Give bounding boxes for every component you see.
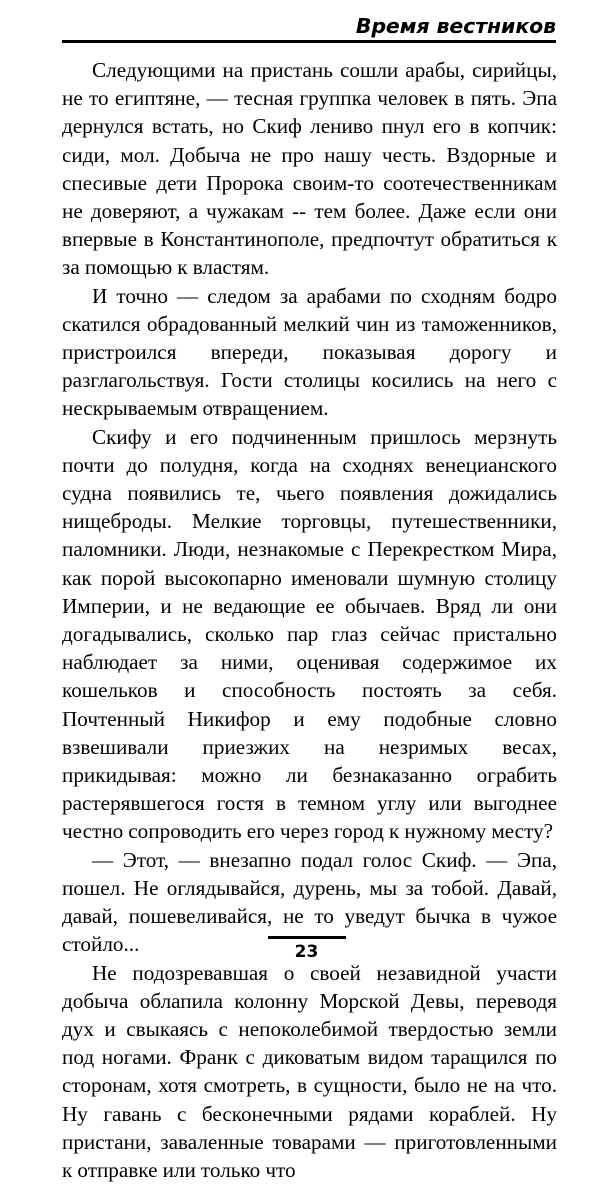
page-number: 23: [0, 942, 613, 963]
running-title: Время вестников: [62, 14, 556, 38]
header-divider: [62, 40, 556, 43]
page-footer: [0, 936, 613, 963]
paragraph: — Этот, — внезапно подал голос Скиф. — Эпа, пошел. Не оглядывайся, дурень, мы за тобой. Давай, давай, пошевеливайся, не то уведут бычка в чужое стойло...: [62, 846, 557, 959]
footer-divider: [268, 936, 346, 939]
body-text-column: [62, 56, 557, 1184]
paragraph: И точно — следом за арабами по сходням бодро скатился обрадованный мелкий чин из таможенников, пристроился впереди, показывая дорогу и разглагольствуя. Гости столицы косились на него с нескрываемым отвращением.: [62, 282, 557, 423]
paragraph: Не подозревавшая о своей незавидной участи добыча облапила колонну Морской Девы, переводя дух и свыкаясь с непоколебимой твердостью земли под ногами. Франк с диковатым видом таращился по сторонам, хотя смотреть, в сущности, было не на что. Ну гавань с бесконечными рядами кораблей. Ну пристани, заваленные товарами — приготовленными к отправке или только что: [62, 959, 557, 1184]
page-header: [62, 14, 556, 43]
paragraph: Следующими на пристань сошли арабы, сирийцы, не то египтяне, — тесная группка человек в пять. Эпа дернулся встать, но Скиф лениво пнул его в копчик: сиди, мол. Добыча не про нашу честь. Вздорные и спесивые дети Пророка своим-то соотечественникам не доверяют, а чужакам -- тем более. Даже если они впервые в Константинополе, предпочтут обратиться к за помощью к властям.: [62, 56, 557, 282]
paragraph: Скифу и его подчиненным пришлось мерзнуть почти до полудня, когда на сходнях венецианского судна появились те, чьего появления дожидались нищеброды. Мелкие торговцы, путешественники, паломники. Люди, незнакомые с Перекрестком Мира, как порой высокопарно именовали шумную столицу Империи, и не ведающие ее обычаев. Вряд ли они догадывались, сколько пар глаз сейчас пристально наблюдает за ними, оценивая содержимое их кошельков и способность постоять за себя. Почтенный Никифор и ему подобные словно взвешивали приезжих на незримых весах, прикидывая: можно ли безнаказанно ограбить растерявшегося гостя в темном углу или выгоднее честно сопроводить его через город к нужному месту?: [62, 423, 557, 846]
